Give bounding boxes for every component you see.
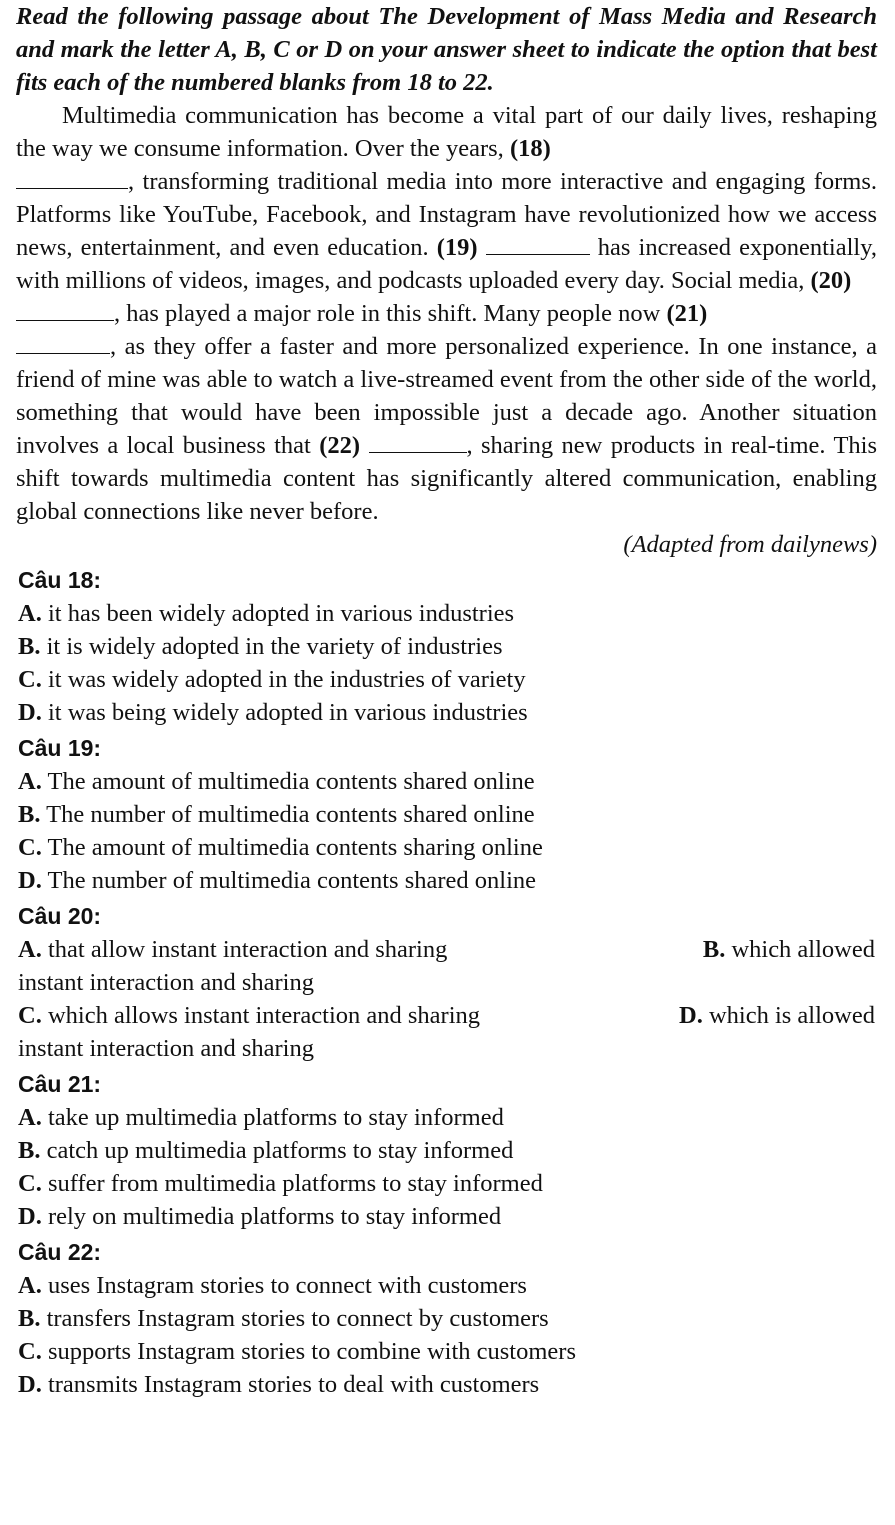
question-19-option-b[interactable]: B. The number of multimedia contents shared online [18,801,535,828]
blank-22 [369,451,467,453]
blank-18 [16,187,128,189]
question-22-option-d[interactable]: D. transmits Instagram stories to deal with customers [18,1371,540,1398]
question-18-option-c[interactable]: C. it was widely adopted in the industries of variety [18,666,526,693]
question-21-option-c[interactable]: C. suffer from multimedia platforms to stay informed [18,1170,543,1197]
blank-21 [16,352,110,354]
question-18-option-a[interactable]: A. it has been widely adopted in various industries [18,600,515,627]
passage-text-6: , sharing new products in real-time. This shift towards multimedia content has significantly altered communication, enabling global connections like never before. [16,432,878,525]
blank-number-21: (21) [666,300,708,327]
question-19-option-c[interactable]: C. The amount of multimedia contents sharing online [18,834,543,861]
question-19-option-a[interactable]: A. The amount of multimedia contents shared online [18,768,535,795]
passage-text-3: has increased exponentially, with millions of videos, images, and podcasts uploaded every day. Social media, [16,234,877,294]
question-20-option-b-continued[interactable]: instant interaction and sharing [18,969,314,996]
question-21-option-a[interactable]: A. take up multimedia platforms to stay informed [18,1104,504,1131]
question-18-option-b[interactable]: B. it is widely adopted in the variety of industries [18,633,503,660]
question-20-option-c[interactable]: C. which allows instant interaction and sharing [18,1002,481,1029]
blank-19 [486,253,590,255]
passage-text-4: , has played a major role in this shift. Many people now [114,300,661,327]
blank-20 [16,319,114,321]
passage [16,99,877,528]
passage-text-2: , transforming traditional media into more interactive and engaging forms. Platforms like YouTube, Facebook, and Instagram have revolutionized how we access news, entertainment, and even education. [16,168,877,261]
question-20-option-d[interactable]: D. which is allowed [679,1002,875,1029]
question-22-option-b[interactable]: B. transfers Instagram stories to connect by customers [18,1305,549,1332]
question-20-row-ab [18,933,877,966]
question-19-option-d[interactable]: D. The number of multimedia contents shared online [18,867,537,894]
question-19-title: Câu 19: [18,735,102,761]
question-18-option-d[interactable]: D. it was being widely adopted in various industries [18,699,528,726]
blank-number-22: (22) [319,432,361,459]
question-21-title: Câu 21: [18,1071,102,1097]
blank-number-18: (18) [509,135,551,162]
question-20-option-d-continued[interactable]: instant interaction and sharing [18,1035,314,1062]
question-22-option-a[interactable]: A. uses Instagram stories to connect with customers [18,1272,527,1299]
passage-text-5: , as they offer a faster and more personalized experience. In one instance, a friend of mine was able to watch a live-streamed event from the other side of the world, something that would have been impossible just a decade ago. Another situation involves a local business that [16,333,877,459]
source-credit: (Adapted from dailynews) [623,531,877,558]
question-20-row-cd [18,999,877,1032]
question-21-option-d[interactable]: D. rely on multimedia platforms to stay informed [18,1203,502,1230]
blank-number-19: (19) [436,234,478,261]
question-20-option-b[interactable]: B. which allowed [702,936,875,963]
question-21-option-b[interactable]: B. catch up multimedia platforms to stay informed [18,1137,514,1164]
instructions: Read the following passage about The Development of Mass Media and Research and mark the letter A, B, C or D on your answer sheet to indicate the option that best fits each of the numbered blanks from 18 to 22. [16,3,877,96]
question-18-title: Câu 18: [18,567,102,593]
passage-text-1: Multimedia communication has become a vital part of our daily lives, reshaping the way we consume information. Over the years, [16,102,877,162]
question-20-option-a[interactable]: A. that allow instant interaction and sharing [18,936,448,963]
question-20-title: Câu 20: [18,903,102,929]
blank-number-20: (20) [810,267,852,294]
question-22-title: Câu 22: [18,1239,102,1265]
question-22-option-c[interactable]: C. supports Instagram stories to combine with customers [18,1338,576,1365]
